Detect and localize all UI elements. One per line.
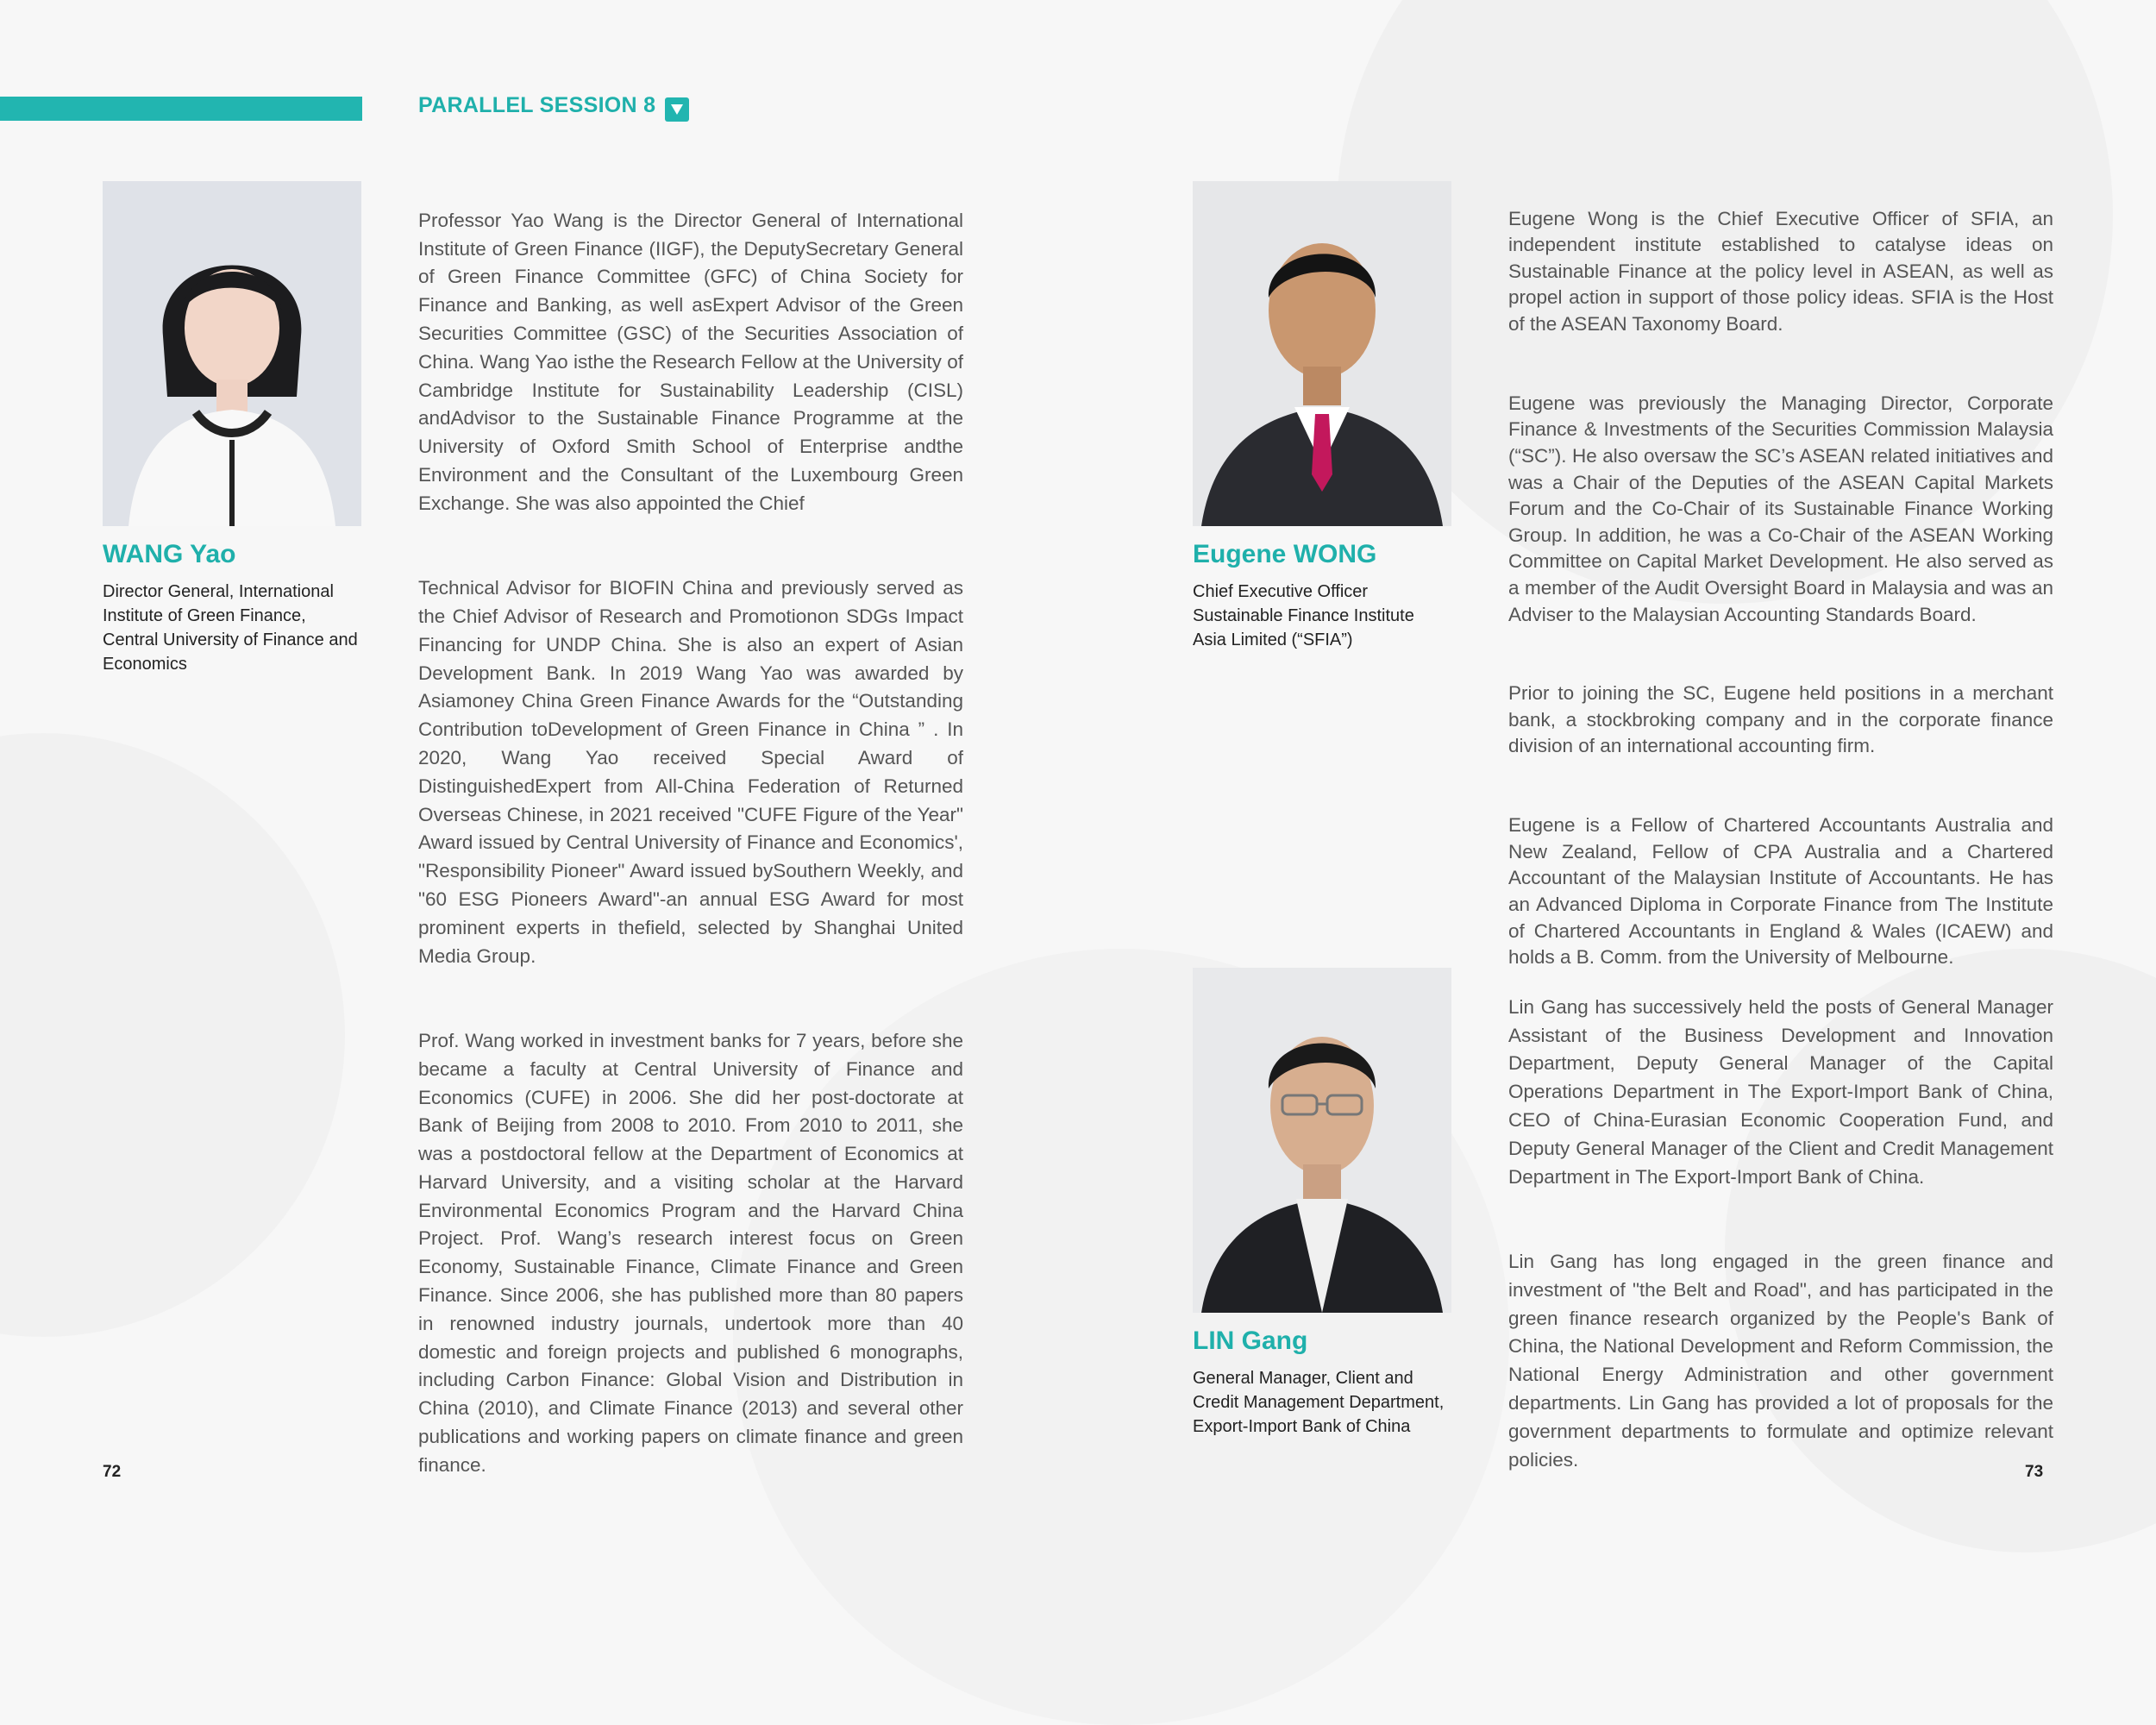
- bio-paragraph: Prior to joining the SC, Eugene held positions in a merchant bank, a stockbroking company and in the corporate finance division of an international accounting firm.: [1508, 682, 2053, 757]
- speaker-photo-wang-yao: [103, 181, 361, 526]
- speaker-role: Chief Executive Officer Sustainable Finance Institute Asia Limited (“SFIA”): [1193, 582, 1414, 649]
- page-number-right: 73: [2025, 1463, 2044, 1481]
- speaker-photo-eugene-wong: [1193, 181, 1451, 526]
- bio-paragraph: Lin Gang has successively held the posts of General Manager Assistant of the Business Development and Innovation Department, Deputy General Manager of the Capital Operations Department in The Export-Import Bank of China, CEO of China-Eurasian Economic Cooperation Fund, and Deputy General Manager of the Client and Credit Management Department in The Export-Import Bank of China.: [1508, 995, 2053, 1188]
- page-number-left: 72: [103, 1463, 122, 1481]
- triangle-down-icon: [665, 97, 689, 122]
- header-accent-bar: [0, 97, 362, 121]
- speaker-name: LIN Gang: [1193, 1327, 1308, 1355]
- bio-paragraph: Lin Gang has long engaged in the green finance and investment of "the Belt and Road", and has participated in the green finance research organized by the People's Bank of China, the National Development and Reform Commission, the National Energy Administration and other government departments. Lin Gang has provided a lot of proposals for the government departments to formulate and optimize relevant policies.: [1508, 1250, 2053, 1471]
- speaker-bio: [1508, 179, 2053, 997]
- speaker-bio: [1508, 965, 2053, 1502]
- bio-paragraph: Technical Advisor for BIOFIN China and previously served as the Chief Advisor of Research and Promotionon SDGs Impact Financing for UNDP China. She is also an expert of Asian Development Bank. In 2019 Wang Yao was awarded by Asiamoney China Green Finance Awards for the “Outstanding Contribution toDevelopment of Green Finance in China ” . In 2020, Wang Yao received Special Award of DistinguishedExpert from All-China Federation of Returned Overseas Chinese, in 2021 received "CUFE Figure of the Year" Award issued by Central University of Finance and Economics', "Responsibility Pioneer" Award issued bySouthern Weekly, and "60 ESG Pioneers Award"-an annual ESG Award for most prominent experts in thefield, selected by Shanghai United Media Group.: [418, 577, 963, 967]
- speaker-photo-lin-gang: [1193, 968, 1451, 1313]
- bio-paragraph: Eugene Wong is the Chief Executive Officer of SFIA, an independent institute established to catalyse ideas on Sustainable Finance at the policy level in ASEAN, as well as propel action in support of those policy ideas. SFIA is the Host of the ASEAN Taxonomy Board.: [1508, 207, 2053, 335]
- bio-paragraph: Eugene was previously the Managing Director, Corporate Finance & Investments of the Securities Commission Malaysia (“SC”). He also oversaw the SC’s ASEAN related initiatives and was a Chair of the Deputies of the ASEAN Capital Markets Forum and the Co-Chair of its Sustainable Finance Working Group. In addition, he was a Co-Chair of the ASEAN Working Committee on Capital Market Development. He also served as a member of the Audit Oversight Board in Malaysia and was an Adviser to the Malaysian Accounting Standards Board.: [1508, 392, 2053, 625]
- session-title: PARALLEL SESSION 8: [418, 93, 656, 117]
- bio-paragraph: Professor Yao Wang is the Director General of International Institute of Green Finance (IIGF), the DeputySecretary General of Green Finance Committee (GFC) of China Society for Finance and Banking, as well asExpert Advisor of the Green Securities Committee (GSC) of the Securities Association of China. Wang Yao isthe the Research Fellow at the University of Cambridge Institute for Sustainability Leadership (CISL) andAdvisor to the Sustainable Finance Programme at the University of Oxford Smith School of Enterprise andthe Environment and the Consultant of the Luxembourg Green Exchange. She was also appointed the Chief: [418, 209, 963, 514]
- bio-paragraph: Prof. Wang worked in investment banks for 7 years, before she became a faculty at Central University of Finance and Economics (CUFE) in 2006. She did her post-doctorate at Bank of Beijing from 2008 to 2010. From 2010 to 2011, she was a postdoctoral fellow at the Department of Economics at Harvard University, and a visiting scholar at the Harvard Environmental Economics Program and the Harvard China Project. Prof. Wang’s research interest focus on Green Economy, Sustainable Finance, Climate Finance and Green Finance. Since 2006, she has published more than 80 papers in renowned industry journals, undertook more than 40 domestic and foreign projects and published 6 monographs, including Carbon Finance: Global Vision and Distribution in China (2010), and Climate Finance (2013) and several other publications and working papers on climate finance and green finance.: [418, 1029, 963, 1476]
- speaker-role: General Manager, Client and Credit Management Department, Export-Import Bank of China: [1193, 1369, 1445, 1436]
- bio-paragraph: Eugene is a Fellow of Chartered Accountants Australia and New Zealand, Fellow of CPA Australia and a Chartered Accountant of the Malaysian Institute of Accountants. He has an Advanced Diploma in Corporate Finance from The Institute of Chartered Accountants in England & Wales (ICAEW) and holds a B. Comm. from the University of Melbourne.: [1508, 814, 2053, 969]
- speaker-name: Eugene WONG: [1193, 540, 1377, 568]
- speaker-name: WANG Yao: [103, 540, 236, 568]
- speaker-bio: [418, 179, 963, 1508]
- speaker-role: Director General, International Institute of Green Finance, Central University of Finance and Economics: [103, 582, 358, 674]
